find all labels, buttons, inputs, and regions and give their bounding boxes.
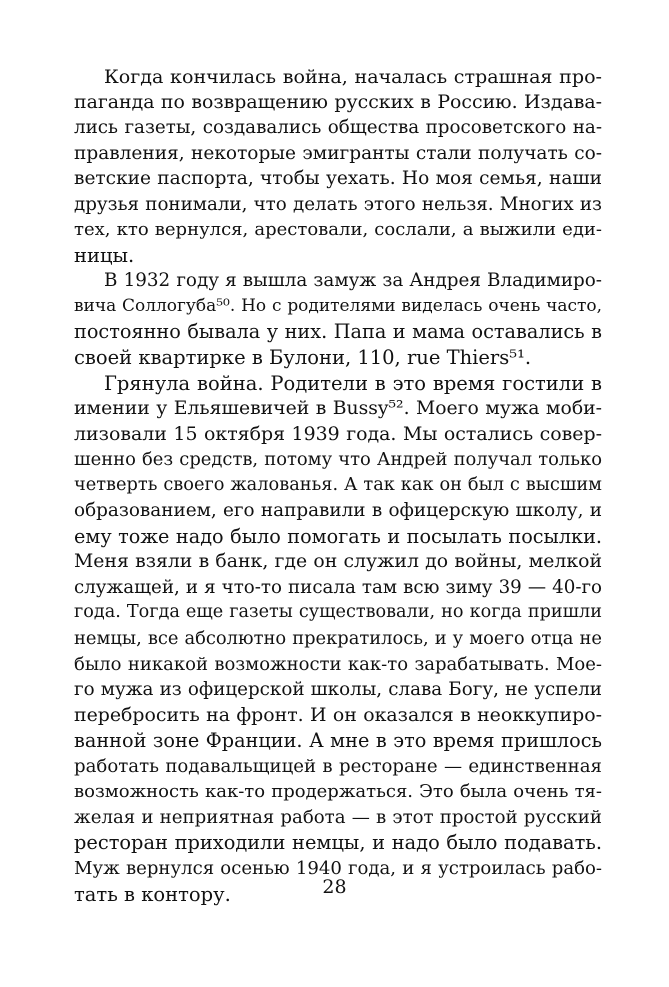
text-line: паганда по возвращению русских в Россию. Издава- (74, 90, 602, 113)
text-line: желая и неприятная работа — в этот простой русский (74, 806, 602, 828)
text-line: имении у Ельяшевичей в Bussy⁵². Моего мужа моби- (74, 398, 602, 420)
text-line: тех, кто вернулся, арестовали, сослали, а выжили еди- (74, 219, 602, 241)
text-line: ресторан приходили немцы, и надо было подавать. (74, 831, 602, 855)
text-line: постоянно бывала у них. Папа и мама оставались в (74, 320, 602, 344)
text-line: перебросить на фронт. И он оказался в неоккупиро- (74, 703, 602, 726)
text-line: работать подавальщицей в ресторане — единственная (74, 755, 602, 777)
text-line: возможность как-то продержаться. Это была очень тя- (74, 781, 602, 803)
text-line: лизовали 15 октября 1939 года. Мы остались совер- (74, 422, 602, 445)
text-line: Когда кончилась война, началась страшная про- (104, 65, 602, 88)
text-line: ему тоже надо было помогать и посылать посылки. (74, 524, 602, 548)
text-line: тать в контору. (74, 882, 231, 906)
text-line: друзья понимали, что делать этого нельзя. Многих из (74, 193, 602, 215)
text-line: года. Тогда еще газеты существовали, но когда пришли (74, 602, 602, 623)
page-number: 28 (322, 876, 347, 898)
text-line: Грянула война. Родители в это время гостили в (104, 371, 602, 395)
text-line: Муж вернулся осенью 1940 года, и я устроилась рабо- (74, 857, 602, 879)
text-line: ницы. (74, 243, 135, 267)
text-line: ванной зоне Франции. А мне в это время пришлось (74, 729, 602, 753)
text-line: образованием, его направили в офицерскую школу, и (74, 500, 602, 522)
text-line: вича Соллогуба⁵⁰. Но с родителями виделась очень часто, (74, 295, 602, 316)
text-line: правления, некоторые эмигранты стали получать со- (74, 142, 602, 164)
text-line: служащей, и я что-то писала там всю зиму 39 — 40-го (74, 576, 602, 598)
text-line: ветские паспорта, чтобы уехать. Но моя семья, наши (74, 168, 602, 190)
text-line: было никакой возможности как-то зарабатывать. Мое- (74, 653, 602, 675)
text-line: го мужа из офицерской школы, слава Богу, не успели (74, 679, 602, 701)
text-line: своей квартирке в Булони, 110, rue Thiers⁵¹. (74, 346, 532, 370)
text-line: четверть своего жалованья. А так как он был с высшим (74, 474, 602, 495)
text-line: лись газеты, создавались общества просоветского на- (74, 117, 602, 139)
body-text (74, 64, 602, 907)
text-line: Меня взяли в банк, где он служил до войны, мелкой (74, 551, 602, 573)
text-line: шенно без средств, потому что Андрей получал только (74, 449, 602, 471)
text-line: немцы, все абсолютно прекратилось, и у моего отца не (74, 628, 602, 650)
text-line: В 1932 году я вышла замуж за Андрея Владимиро- (104, 270, 602, 292)
